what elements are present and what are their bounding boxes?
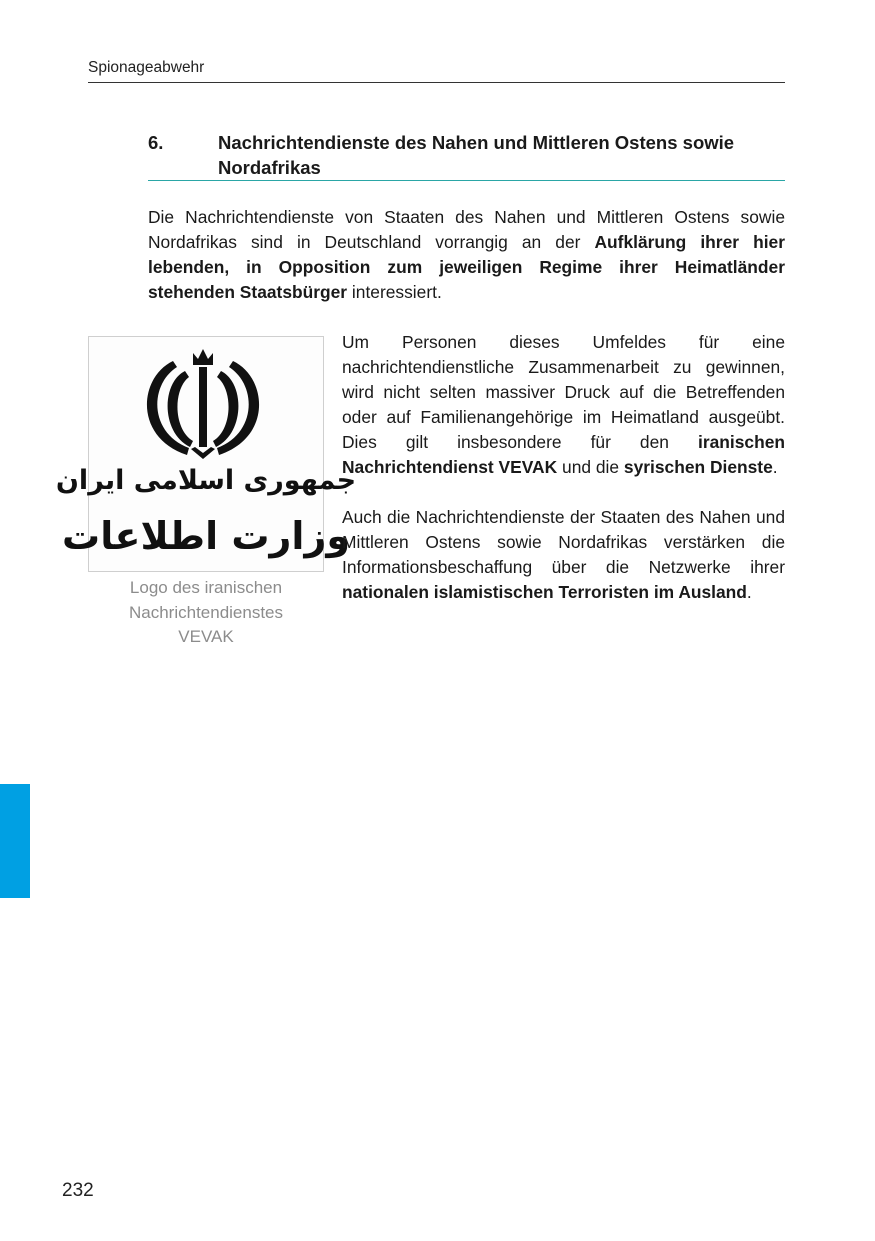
section-number: 6. [148, 132, 164, 153]
vevak-logo-image [55, 336, 357, 572]
intro-paragraph [148, 205, 785, 305]
pressure-text-3: . [772, 457, 778, 477]
networks-text-1: Auch die Nachrichtendienste der Staaten des Nahen und Mittleren Ostens sowie Nordafrikas verstärken die Informationsbeschaffung über die Netzwerke ihrer [342, 507, 785, 577]
chapter-side-tab [0, 784, 30, 898]
section-title: Nachrichtendienste des Nahen und Mittleren Ostens sowie Nordafrikas [218, 132, 735, 178]
intro-bold-1: Aufklärung ihrer hier lebenden, in Opposition zum jeweiligen Regime ihrer Heimatländer stehenden Staatsbürger [148, 232, 785, 302]
intro-text-1: Die Nachrichtendienste von Staaten des Nahen und Mittleren Ostens sowie Nordafrikas sind in Deutschland vorrangig an der [148, 207, 785, 252]
intro-text-2: interessiert. [347, 282, 442, 302]
caption-line: Nachrichtendienstes [128, 602, 284, 622]
iran-emblem-logo-icon [55, 337, 357, 571]
caption-line: Logo des iranischen [129, 578, 283, 597]
pressure-text-2: und die [557, 457, 624, 477]
section-rule [148, 180, 785, 181]
running-head: Spionageabwehr [88, 59, 205, 76]
networks-paragraph [342, 505, 785, 605]
pressure-bold-2: syrischen Dienste [623, 457, 773, 477]
header-rule [88, 82, 785, 83]
right-column [342, 330, 785, 605]
figure-caption [88, 576, 324, 650]
logo-arabic-line-2: وزارت اطلاعات [62, 514, 350, 558]
networks-text-2: . [746, 582, 752, 602]
networks-bold-1: nationalen islamistischen Terroristen im Ausland [342, 582, 747, 602]
pressure-text-1: Um Personen dieses Umfeldes für eine nachrichtendienstliche Zusammenarbeit zu gewinnen, wird nicht selten massiver Druck auf die Betreffenden oder auf Familienangehörige im Heimatland ausgeübt. Dies gilt insbesondere für den [342, 332, 785, 452]
pressure-bold-1: iranischen Nachrichtendienst VEVAK [342, 432, 785, 477]
pressure-paragraph [342, 330, 785, 480]
logo-arabic-line-1: جمهوری اسلامی ایران [55, 465, 357, 496]
caption-line: VEVAK [178, 627, 234, 646]
page-number: 232 [62, 1180, 94, 1201]
